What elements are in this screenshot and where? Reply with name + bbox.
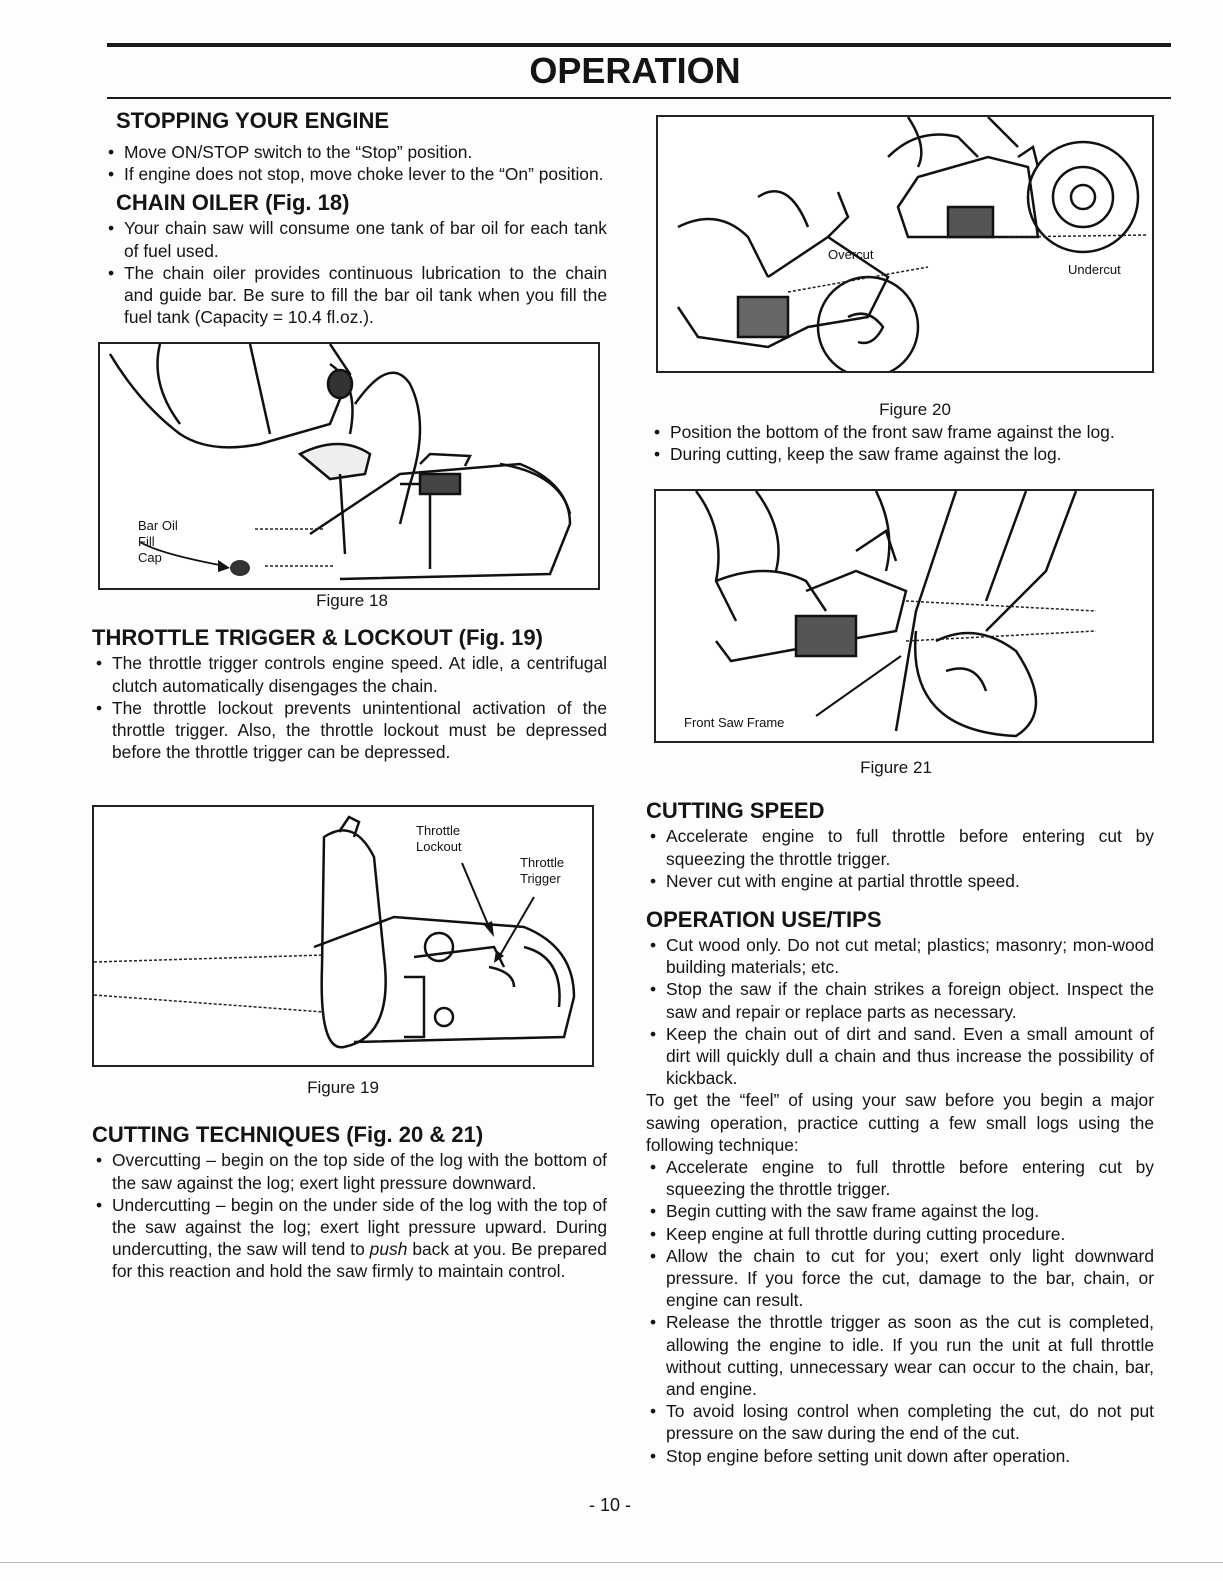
list-item: • The chain oiler provides continuous lubrication to the chain and guide bar. Be sure to fill the bar oil tank when you fill the fuel tank (Capacity = 10.4 fl.oz.). (104, 262, 607, 329)
heading-cutting-techniques: CUTTING TECHNIQUES (Fig. 20 & 21) (92, 1122, 484, 1148)
figure-20-caption: Figure 20 (879, 400, 951, 419)
figure-21 (654, 489, 1154, 743)
label-throttle-lockout-1: Throttle (416, 823, 461, 839)
figure-18-caption: Figure 18 (316, 591, 388, 611)
page-title: OPERATION (529, 50, 741, 91)
list-item: • Overcutting – begin on the top side of the log with the bottom of the saw against the log; exert light pressure downward. (92, 1149, 607, 1193)
technique-intro: To get the “feel” of using your saw before you begin a major sawing operation, practice cutting a few small logs using the following technique: (646, 1090, 1154, 1155)
label-throttle-trigger-1: Throttle (520, 855, 565, 871)
list-item: • Allow the chain to cut for you; exert only light downward pressure. If you force the cut, damage to the bar, chain, or engine can result. (646, 1245, 1154, 1312)
front-saw-frame-illustration (656, 491, 1152, 741)
label-bar-oil: Bar Oil (138, 518, 178, 534)
cutting-techniques-list (92, 1149, 607, 1282)
list-item: • The throttle lockout prevents unintentional activation of the throttle trigger. Also, the throttle lockout must be depressed before the throttle trigger can be depressed. (92, 697, 607, 764)
list-item (92, 1194, 607, 1283)
throttle-trigger-illustration (94, 807, 592, 1065)
list-item: • Stop the saw if the chain strikes a foreign object. Inspect the saw and repair or replace parts as necessary. (646, 978, 1154, 1022)
right-column (646, 115, 1154, 1467)
list-item: • Accelerate engine to full throttle before entering cut by squeezing the throttle trigger. (646, 825, 1154, 869)
stopping-list (104, 141, 607, 185)
figure-18 (98, 342, 600, 590)
list-item: • During cutting, keep the saw frame against the log. (650, 443, 1154, 465)
figure-20-list (650, 421, 1154, 465)
scan-edge-line (0, 1562, 1223, 1563)
overcut-undercut-illustration (658, 117, 1152, 371)
heading-throttle: THROTTLE TRIGGER & LOCKOUT (Fig. 19) (92, 625, 543, 651)
heading-stopping: STOPPING YOUR ENGINE (116, 108, 390, 133)
heading-operation-use-tips: OPERATION USE/TIPS (646, 907, 882, 933)
technique-list (646, 1156, 1154, 1467)
undercut-text-end: back at you. Be prepared for this reaction and hold the saw firmly to maintain control. (112, 1239, 607, 1282)
chain-oiler-list (104, 217, 607, 328)
figure-19-caption: Figure 19 (307, 1078, 379, 1098)
list-item: • Your chain saw will consume one tank of bar oil for each tank of fuel used. (104, 217, 607, 261)
label-throttle-trigger-2: Trigger (520, 871, 561, 887)
list-item: • Stop engine before setting unit down after operation. (646, 1445, 1154, 1467)
list-item: • Keep engine at full throttle during cutting procedure. (646, 1223, 1154, 1245)
label-throttle-lockout-2: Lockout (416, 839, 462, 855)
label-cap: Cap (138, 550, 162, 566)
cutting-speed-list (646, 825, 1154, 892)
list-item: • Release the throttle trigger as soon as the cut is completed, allowing the engine to idle. If you run the unit at full throttle without cutting, unnecessary wear can occur to the chain, bar, and engine. (646, 1311, 1154, 1400)
header-rule-bottom (107, 97, 1171, 99)
header-rule-top (107, 43, 1171, 47)
left-column (92, 107, 607, 1283)
list-item: • Move ON/STOP switch to the “Stop” position. (104, 141, 607, 163)
list-item: • Position the bottom of the front saw frame against the log. (650, 421, 1154, 443)
list-item: • Begin cutting with the saw frame against the log. (646, 1200, 1154, 1222)
list-item: • Cut wood only. Do not cut metal; plastics; masonry; mon-wood building materials; etc. (646, 934, 1154, 978)
figure-21-caption: Figure 21 (860, 758, 932, 778)
chainsaw-oil-cap-illustration (100, 344, 598, 588)
label-front-saw-frame: Front Saw Frame (684, 715, 785, 731)
list-item: • Never cut with engine at partial throttle speed. (646, 870, 1154, 892)
list-item: • To avoid losing control when completing the cut, do not put pressure on the saw during the end of the cut. (646, 1400, 1154, 1444)
undercut-text: Undercutting – begin on the under side of the log with the top of the saw against the log; exert light pressure upward. During undercutting, the saw will tend to (112, 1194, 607, 1260)
figure-20 (656, 115, 1154, 373)
figure-19 (92, 805, 594, 1067)
list-item: • Accelerate engine to full throttle before entering cut by squeezing the throttle trigger. (646, 1156, 1154, 1200)
throttle-list (92, 652, 607, 763)
label-fill: Fill (138, 534, 155, 550)
label-overcut: Overcut (828, 247, 874, 262)
heading-chain-oiler: CHAIN OILER (Fig. 18) (116, 190, 350, 216)
heading-cutting-speed: CUTTING SPEED (646, 798, 825, 824)
page-number: - 10 - (588, 1495, 631, 1515)
undercut-emphasis: push (369, 1239, 408, 1260)
use-tips-list (646, 934, 1154, 1089)
label-undercut: Undercut (1068, 262, 1121, 277)
list-item: • If engine does not stop, move choke lever to the “On” position. (104, 163, 607, 185)
list-item: • The throttle trigger controls engine speed. At idle, a centrifugal clutch automatically disengages the chain. (92, 652, 607, 696)
list-item: • Keep the chain out of dirt and sand. Even a small amount of dirt will quickly dull a chain and thus increase the possibility of kickback. (646, 1023, 1154, 1090)
